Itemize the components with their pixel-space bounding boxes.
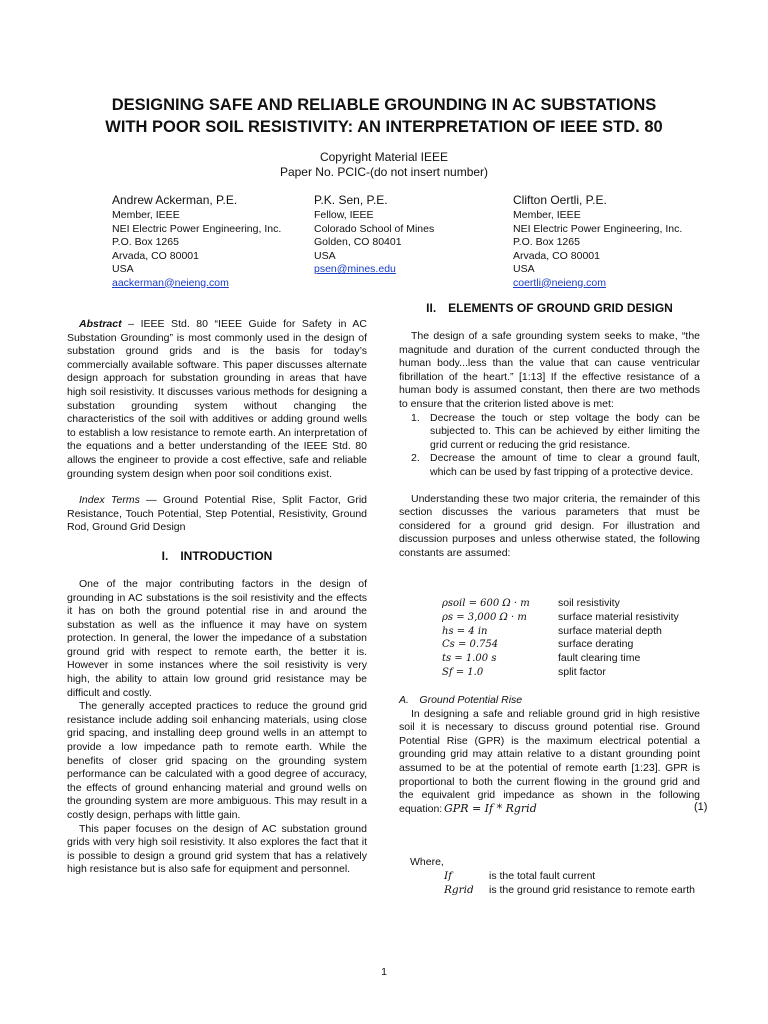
- left-column: [67, 318, 367, 877]
- author-affiliation: NEI Electric Power Engineering, Inc.: [513, 222, 683, 235]
- where-label: Where,: [410, 856, 444, 868]
- author-affiliation: Member, IEEE: [112, 209, 180, 221]
- subsection-gpr: [399, 694, 700, 816]
- author-affiliation: P.O. Box 1265: [513, 236, 580, 248]
- author-affiliation: Fellow, IEEE: [314, 209, 374, 221]
- where-description: is the total fault current: [489, 869, 596, 882]
- author-affiliation: USA: [112, 263, 134, 275]
- where-row: [444, 884, 735, 898]
- paper-number: Paper No. PCIC-(do not insert number): [279, 165, 489, 179]
- constant-symbol: Sf = 1.0: [442, 666, 484, 678]
- author-name: P.K. Sen, P.E.: [314, 193, 388, 207]
- equation-gpr: GPR = If * Rgrid: [444, 802, 537, 815]
- abstract: [67, 318, 367, 481]
- criteria-list: [399, 412, 700, 480]
- author-block-2: [314, 192, 434, 277]
- paragraph: In designing a safe and reliable ground grid in high resistive soil it is necessary to discuss ground potential rise. Ground Potential Rise (GPR) is the maximum electrical potential a grounding grid may attain relative to a distant grounding point assumed to be at the potential of remote earth [1:23]. GPR is proportional to both the current flowing in the ground grid and the equivalent grid impedance as shown in the following equation:: [399, 707, 700, 815]
- paragraph: Understanding these two major criteria, the remainder of this section discusses the various parameters that must be considered for a ground grid design. For illustration and discussion purposes and unless otherwise stated, the following constants are assumed:: [399, 492, 700, 559]
- author-name: Clifton Oertli, P.E.: [513, 193, 607, 207]
- index-terms: [67, 494, 367, 535]
- author-email-link[interactable]: coertli@neieng.com: [513, 276, 606, 289]
- author-affiliation: USA: [314, 249, 336, 262]
- constant-description: soil resistivity: [558, 597, 620, 609]
- author-block-3: [513, 192, 682, 290]
- right-column: [399, 300, 700, 561]
- constant-symbol: hs = 4 in: [442, 625, 488, 637]
- constant-description: surface derating: [558, 638, 634, 651]
- constant-description: fault clearing time: [558, 652, 641, 665]
- copyright-text: Copyright Material IEEE: [319, 150, 449, 164]
- list-text: Decrease the amount of time to clear a ground fault, which can be used by fast tripping of a protective device.: [430, 452, 700, 478]
- author-affiliation: Member, IEEE: [513, 209, 581, 221]
- where-row: [444, 870, 735, 884]
- index-terms-text: — Ground Potential Rise, Split Factor, Grid Resistance, Touch Potential, Step Potential, Resistivity, Ground Rod, Ground Grid Design: [67, 494, 367, 534]
- abstract-text: – IEEE Std. 80 “IEEE Guide for Safety in AC Substation Grounding” is most commonly used in the design of substation ground grids and is the basis for today’s commercially available software. This paper discusses alternate design approach for substation grounding in areas that have high soil resistivity. It discusses various methods for designing a substation grounding system without changing the characteristics of the soil with additives or adding ground wells to establish a low resistance to remote earth. An interpretation of the equations and a better understanding of the IEEE Std. 80 allows the engineer to provide a cost effective, safe and reliable grounding system design when poor soil conditions exist.: [67, 318, 367, 480]
- author-affiliation: Colorado School of Mines: [314, 222, 435, 235]
- paragraph: The design of a safe grounding system seeks to make, “the magnitude and duration of the current conducted through the human body...less than the value that can cause ventricular fibrillation of the heart.” [1:13] If the effective resistance of a human body is assumed constant, then there are two methods to ensure that the criterion listed above is met:: [399, 330, 700, 410]
- subsection-heading: A. Ground Potential Rise: [399, 694, 523, 706]
- constant-symbol: ts = 1.00 s: [442, 653, 497, 665]
- abstract-label: Abstract: [79, 318, 122, 330]
- author-affiliation: NEI Electric Power Engineering, Inc.: [112, 222, 282, 235]
- constant-symbol: ρsoil = 600 Ω · m: [442, 598, 530, 609]
- where-description: is the ground grid resistance to remote earth: [489, 883, 696, 896]
- title-line-1: DESIGNING SAFE AND RELIABLE GROUNDING IN AC SUBSTATIONS: [111, 96, 657, 114]
- page-number: 1: [381, 966, 387, 978]
- constant-description: surface material depth: [558, 624, 662, 637]
- index-terms-label: Index Terms: [79, 494, 140, 507]
- constant-symbol: ρs = 3,000 Ω · m: [442, 611, 527, 623]
- constant-description: split factor: [558, 665, 606, 678]
- author-affiliation: Arvada, CO 80001: [513, 249, 600, 262]
- list-number: 2.: [411, 452, 420, 465]
- author-block-1: [112, 192, 281, 290]
- paragraph: One of the major contributing factors in the design of grounding in AC substations is the soil resistivity and the effects it has on both the ground potential rise in and around the substation as well as the influence it may have on system protection. In general, the lower the impedance of a substation ground grid with respect to remote earth, the better it is. However in some instances where the soil resistivity is very high, the ability to attain low ground grid resistance may be difficult and costly.: [67, 577, 367, 699]
- author-email-link[interactable]: aackerman@neieng.com: [112, 276, 229, 289]
- constant-description: surface material resistivity: [558, 610, 679, 623]
- author-name: Andrew Ackerman, P.E.: [112, 193, 238, 207]
- paragraph: This paper focuses on the design of AC substation ground grids with very high soil resistivity. It also explores the fact that it is possible to design a ground grid system that has a relatively high resistance but is also safe for equipment and personnel.: [67, 822, 367, 876]
- paper-title: [40, 94, 728, 138]
- list-item: [399, 452, 700, 479]
- title-line-2: WITH POOR SOIL RESISTIVITY: AN INTERPRETATION OF IEEE STD. 80: [105, 118, 663, 136]
- author-affiliation: Golden, CO 80401: [314, 236, 402, 248]
- section-heading-ground-grid: II. ELEMENTS OF GROUND GRID DESIGN: [426, 301, 673, 315]
- where-block: [410, 856, 735, 897]
- list-text: Decrease the touch or step voltage the body can be subjected to. This can be achieved by either limiting the grid current or reducing the grid resistance.: [430, 411, 700, 451]
- constant-symbol: Cs = 0.754: [442, 639, 499, 651]
- author-affiliation: Arvada, CO 80001: [112, 249, 199, 262]
- equation-number: (1): [694, 801, 708, 813]
- where-symbol: If: [444, 869, 453, 882]
- author-affiliation: P.O. Box 1265: [112, 236, 179, 248]
- where-symbol: Rgrid: [444, 883, 474, 896]
- author-email-link[interactable]: psen@mines.edu: [314, 263, 396, 275]
- list-item: [399, 412, 700, 453]
- list-number: 1.: [411, 411, 420, 424]
- paragraph: The generally accepted practices to reduce the ground grid resistance include adding soil enhancing materials, using close grid spacing, and installing deep ground wells in an attempt to provide a low impedance path to remote earth. While the benefits of closer grid spacing on the grounding system performance can be calculated with a good degree of accuracy, the effects of ground enhancing material and ground wells on the grounding system are more ambiguous. This may result in a costly design, perhaps with little gain.: [67, 700, 367, 821]
- section-heading-introduction: I. INTRODUCTION: [161, 548, 273, 563]
- copyright-block: [40, 150, 728, 180]
- author-affiliation: USA: [513, 263, 535, 275]
